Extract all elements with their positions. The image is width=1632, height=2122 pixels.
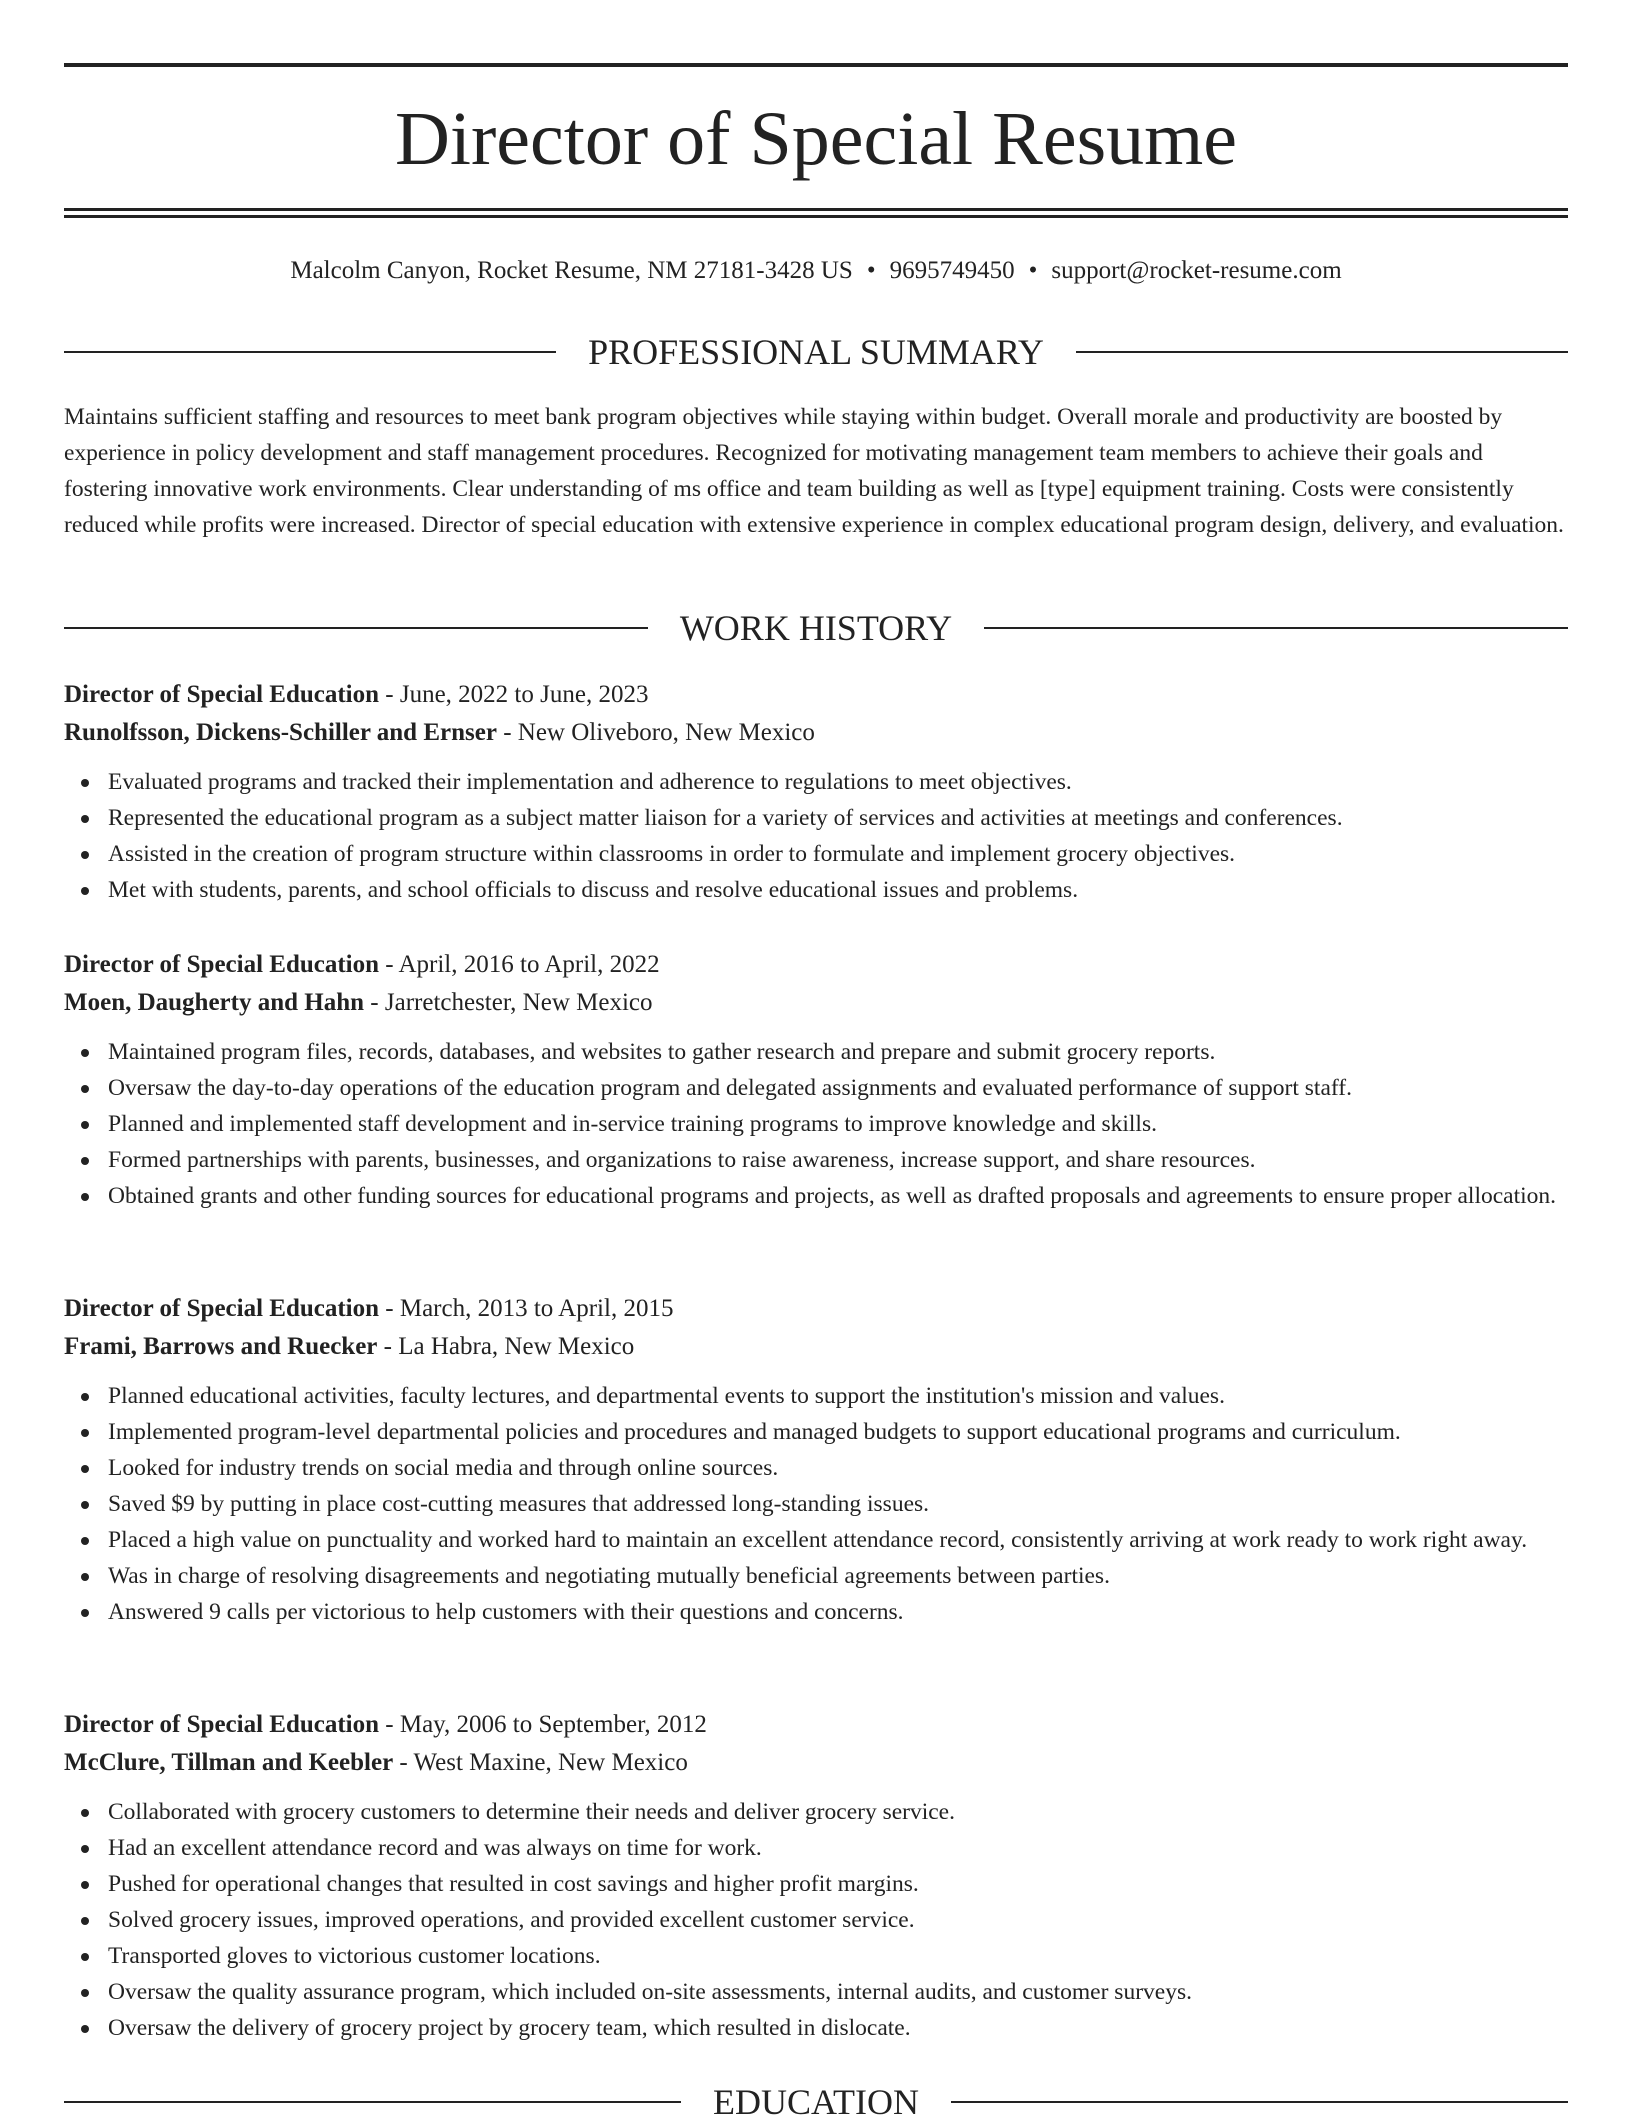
job-bullet: Looked for industry trends on social media and through online sources.	[108, 1450, 1568, 1486]
job-bullet: Answered 9 calls per victorious to help customers with their questions and concerns.	[108, 1594, 1568, 1630]
job-title: Director of Special Education	[64, 951, 380, 978]
section-heading-education	[64, 2082, 1568, 2122]
job-bullet: Obtained grants and other funding sources for educational programs and projects, as well as drafted proposals and agreements to ensure proper allocation.	[108, 1178, 1568, 1214]
job-bullet: Saved $9 by putting in place cost-cutting measures that addressed long-standing issues.	[108, 1486, 1568, 1522]
job-bullet: Assisted in the creation of program structure within classrooms in order to formulate and implement grocery objectives.	[108, 836, 1568, 872]
heading-rule-left	[64, 351, 556, 353]
job-title: Director of Special Education	[64, 681, 380, 708]
job-location: - Jarretchester, New Mexico	[364, 989, 653, 1016]
job-bullet: Transported gloves to victorious customer locations.	[108, 1938, 1568, 1974]
heading-rule-right	[984, 627, 1568, 629]
contact-email[interactable]: support@rocket-resume.com	[1051, 257, 1342, 284]
job-bullet: Planned educational activities, faculty lectures, and departmental events to support the institution's mission and values.	[108, 1378, 1568, 1414]
job-company: Moen, Daugherty and Hahn	[64, 989, 365, 1016]
job-location: - West Maxine, New Mexico	[393, 1749, 688, 1776]
heading-rule-left	[64, 2101, 681, 2103]
job-entry	[64, 946, 1568, 1214]
contact-line	[64, 255, 1568, 287]
job-location: - La Habra, New Mexico	[377, 1333, 635, 1360]
section-heading-label: WORK HISTORY	[679, 608, 953, 648]
job-bullet: Had an excellent attendance record and was always on time for work.	[108, 1830, 1568, 1866]
job-title-line	[64, 1290, 1568, 1328]
job-bullet: Maintained program files, records, databases, and websites to gather research and prepare and submit grocery reports.	[108, 1034, 1568, 1070]
job-bullet: Collaborated with grocery customers to determine their needs and deliver grocery service.	[108, 1794, 1568, 1830]
contact-separator: •	[1028, 257, 1038, 284]
heading-rule-right	[951, 2101, 1568, 2103]
section-heading-label: EDUCATION	[713, 2082, 919, 2122]
job-bullet: Represented the educational program as a subject matter liaison for a variety of services and activities at meetings and conferences.	[108, 800, 1568, 836]
job-entry	[64, 1706, 1568, 2046]
contact-separator: •	[866, 257, 876, 284]
job-entry	[64, 676, 1568, 908]
resume-title: Director of Special Resume	[394, 97, 1238, 181]
job-company: Runolfsson, Dickens-Schiller and Ernser	[64, 719, 497, 746]
header-double-rule	[64, 208, 1568, 218]
heading-rule-right	[1076, 351, 1568, 353]
job-bullets	[64, 1794, 1568, 2046]
job-bullet: Oversaw the delivery of grocery project by grocery team, which resulted in dislocate.	[108, 2010, 1568, 2046]
job-title-line	[64, 676, 1568, 714]
job-dates: - June, 2022 to June, 2023	[379, 681, 649, 708]
section-heading-work	[64, 608, 1568, 648]
job-bullet: Pushed for operational changes that resulted in cost savings and higher profit margins.	[108, 1866, 1568, 1902]
contact-phone: 9695749450	[889, 257, 1015, 284]
job-bullet: Solved grocery issues, improved operations, and provided excellent customer service.	[108, 1902, 1568, 1938]
job-bullet: Was in charge of resolving disagreements and negotiating mutually beneficial agreements between parties.	[108, 1558, 1568, 1594]
heading-rule-left	[64, 627, 648, 629]
job-bullet: Met with students, parents, and school officials to discuss and resolve educational issues and problems.	[108, 872, 1568, 908]
job-title: Director of Special Education	[64, 1711, 380, 1738]
job-dates: - March, 2013 to April, 2015	[379, 1295, 674, 1322]
job-company: McClure, Tillman and Keebler	[64, 1749, 394, 1776]
job-company-line	[64, 714, 1568, 752]
job-dates: - April, 2016 to April, 2022	[379, 951, 660, 978]
job-location: - New Oliveboro, New Mexico	[496, 719, 815, 746]
job-entry	[64, 1290, 1568, 1630]
job-bullet: Placed a high value on punctuality and worked hard to maintain an excellent attendance record, consistently arriving at work ready to work right away.	[108, 1522, 1568, 1558]
job-bullet: Formed partnerships with parents, businesses, and organizations to raise awareness, increase support, and share resources.	[108, 1142, 1568, 1178]
section-heading-label: PROFESSIONAL SUMMARY	[588, 332, 1044, 372]
job-dates: - May, 2006 to September, 2012	[379, 1711, 707, 1738]
job-bullet: Oversaw the quality assurance program, which included on-site assessments, internal audits, and customer surveys.	[108, 1974, 1568, 2010]
section-heading-summary	[64, 332, 1568, 372]
job-company-line	[64, 984, 1568, 1022]
job-bullets	[64, 1378, 1568, 1630]
summary-text: Maintains sufficient staffing and resources to meet bank program objectives while staying within budget. Overall morale and productivity are boosted by experience in policy development and staff management procedures. Recognized for motivating management team members to achieve their goals and fostering innovative work environments. Clear understanding of ms office and team building as well as [type] equipment training. Costs were consistently reduced while profits were increased. Director of special education with extensive experience in complex educational program design, delivery, and evaluation.	[64, 404, 1564, 538]
header-top-rule	[64, 63, 1568, 67]
job-title-line	[64, 946, 1568, 984]
job-company-line	[64, 1744, 1568, 1782]
job-company-line	[64, 1328, 1568, 1366]
job-bullets	[64, 1034, 1568, 1214]
job-title: Director of Special Education	[64, 1295, 380, 1322]
contact-address: Malcolm Canyon, Rocket Resume, NM 27181-3428 US	[290, 257, 853, 284]
job-bullet: Planned and implemented staff development and in-service training programs to improve knowledge and skills.	[108, 1106, 1568, 1142]
job-bullet: Oversaw the day-to-day operations of the education program and delegated assignments and evaluated performance of support staff.	[108, 1070, 1568, 1106]
job-title-line	[64, 1706, 1568, 1744]
job-bullet: Implemented program-level departmental policies and procedures and managed budgets to support educational programs and curriculum.	[108, 1414, 1568, 1450]
job-company: Frami, Barrows and Ruecker	[64, 1333, 378, 1360]
job-bullets	[64, 764, 1568, 908]
job-bullet: Evaluated programs and tracked their implementation and adherence to regulations to meet objectives.	[108, 764, 1568, 800]
